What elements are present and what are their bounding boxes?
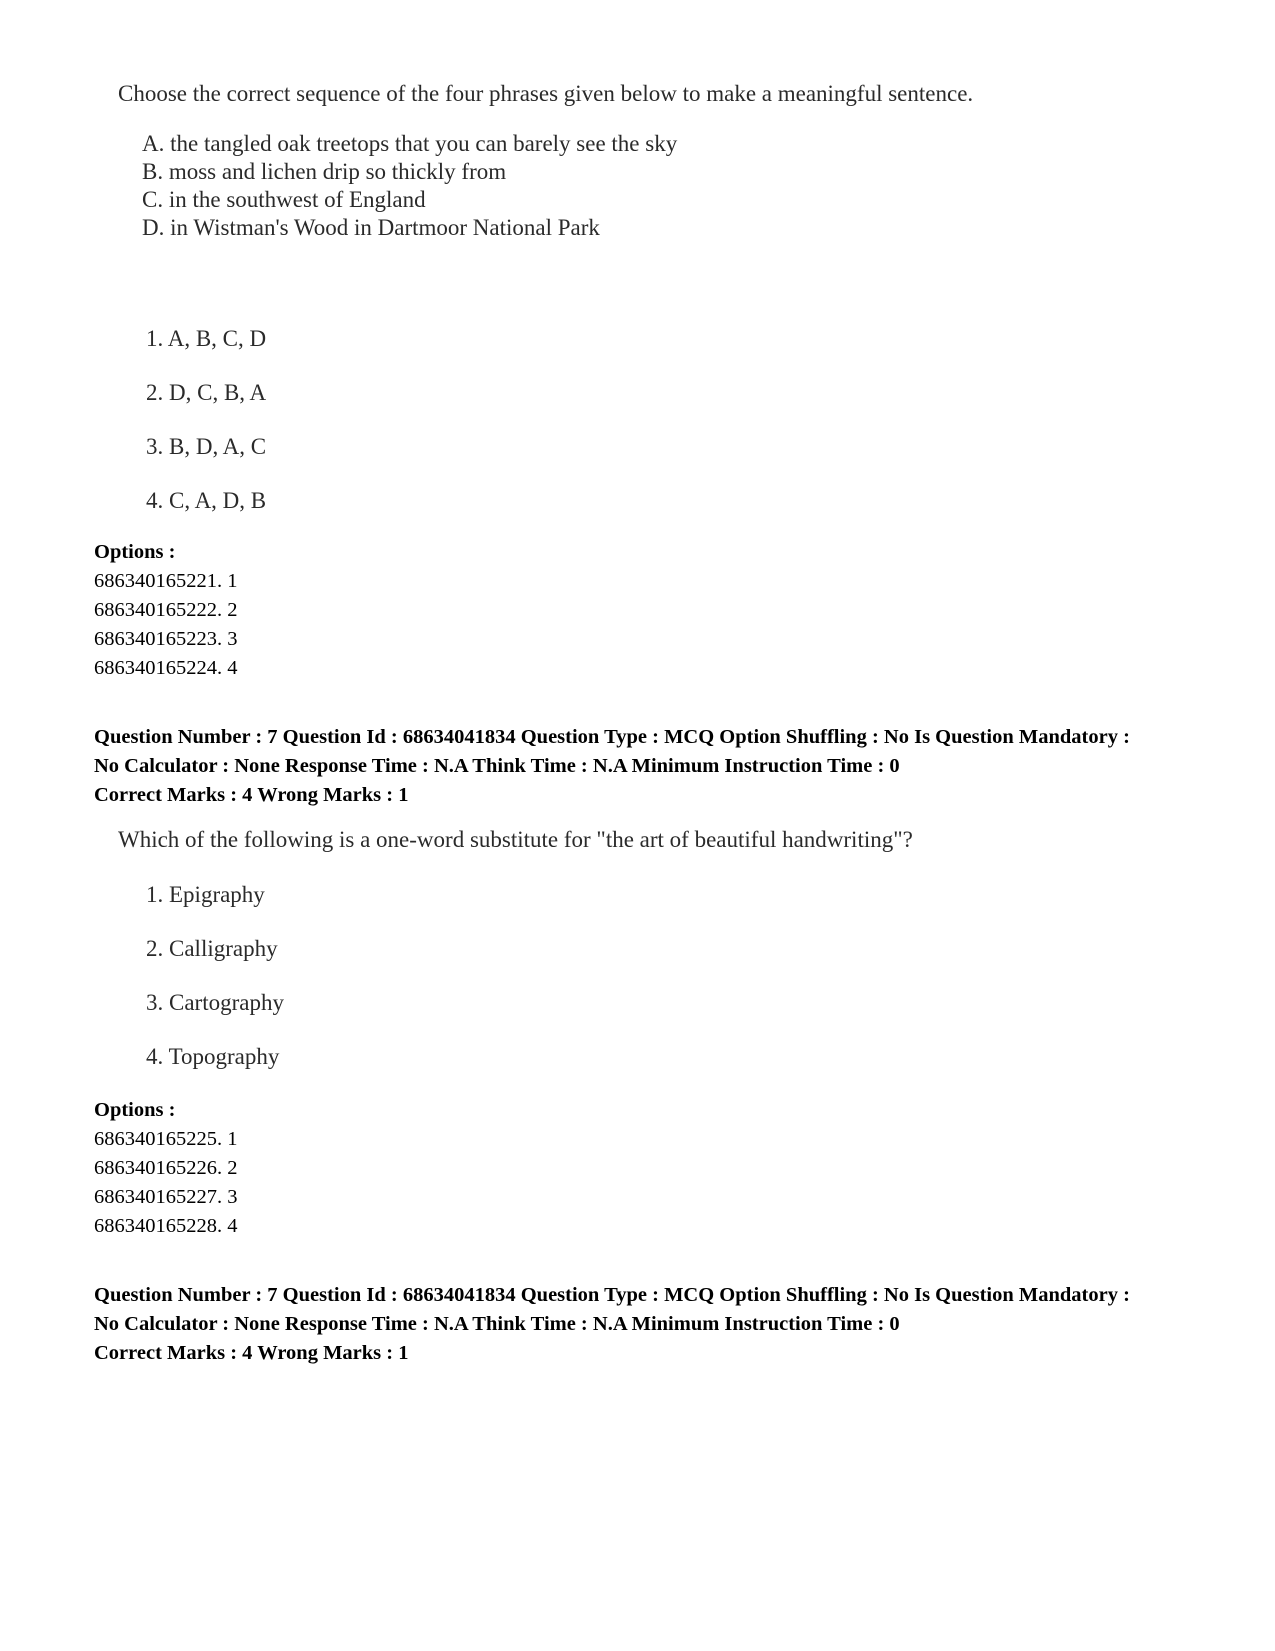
phrase-list bbox=[142, 130, 677, 242]
answer-choice: 2. Calligraphy bbox=[146, 936, 278, 961]
options-block bbox=[94, 1096, 238, 1241]
question-meta-line: Question Number : 7 Question Id : 68634041834 Question Type : MCQ Option Shuffling : No Is Question Mandatory : bbox=[94, 726, 1130, 748]
phrase-item: B. moss and lichen drip so thickly from bbox=[142, 159, 507, 184]
option-id: 686340165223. 3 bbox=[94, 628, 238, 650]
phrase-item: D. in Wistman's Wood in Dartmoor National Park bbox=[142, 215, 600, 240]
option-id: 686340165225. 1 bbox=[94, 1128, 238, 1150]
answer-choice: 4. Topography bbox=[146, 1044, 280, 1069]
phrase-item: C. in the southwest of England bbox=[142, 187, 426, 212]
answer-choice: 1. A, B, C, D bbox=[146, 326, 267, 351]
option-id: 686340165228. 4 bbox=[94, 1215, 238, 1237]
question-marks: Correct Marks : 4 Wrong Marks : 1 bbox=[94, 784, 409, 806]
option-id: 686340165222. 2 bbox=[94, 599, 238, 621]
question-meta-line: Question Number : 7 Question Id : 68634041834 Question Type : MCQ Option Shuffling : No Is Question Mandatory : bbox=[94, 1284, 1130, 1306]
question-meta bbox=[94, 723, 1130, 810]
answer-choice: 2. D, C, B, A bbox=[146, 380, 267, 405]
question-meta-line: No Calculator : None Response Time : N.A Think Time : N.A Minimum Instruction Time : 0 bbox=[94, 755, 900, 777]
answer-choice: 3. Cartography bbox=[146, 990, 284, 1015]
question-meta bbox=[94, 1281, 1130, 1368]
question-stem: Which of the following is a one-word substitute for "the art of beautiful handwriting"? bbox=[118, 827, 913, 852]
option-id: 686340165227. 3 bbox=[94, 1186, 238, 1208]
question-meta-line: No Calculator : None Response Time : N.A Think Time : N.A Minimum Instruction Time : 0 bbox=[94, 1313, 900, 1335]
options-label: Options : bbox=[94, 541, 176, 563]
phrase-item: A. the tangled oak treetops that you can barely see the sky bbox=[142, 131, 678, 156]
question-stem: Choose the correct sequence of the four phrases given below to make a meaningful sentence. bbox=[118, 81, 974, 106]
answer-choice: 4. C, A, D, B bbox=[146, 488, 267, 513]
options-label: Options : bbox=[94, 1099, 176, 1121]
answer-choice: 3. B, D, A, C bbox=[146, 434, 267, 459]
option-id: 686340165221. 1 bbox=[94, 570, 238, 592]
options-block bbox=[94, 538, 238, 683]
answer-choice: 1. Epigraphy bbox=[146, 882, 265, 907]
question-marks: Correct Marks : 4 Wrong Marks : 1 bbox=[94, 1342, 409, 1364]
option-id: 686340165226. 2 bbox=[94, 1157, 238, 1179]
option-id: 686340165224. 4 bbox=[94, 657, 238, 679]
